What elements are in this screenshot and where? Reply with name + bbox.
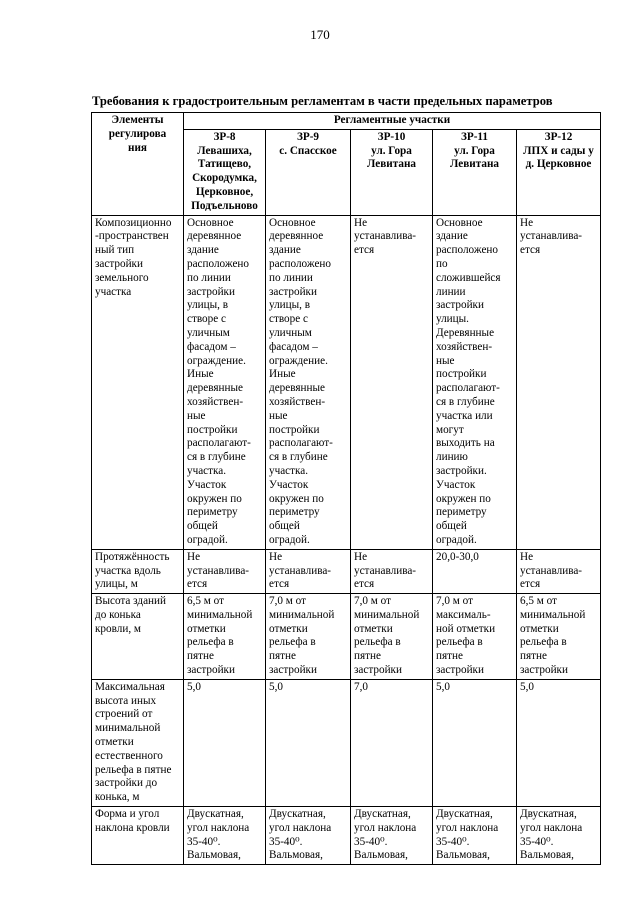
row-label: Композиционно -пространствен ный тип застройки земельного участка (92, 215, 184, 549)
table-cell: Основное деревянное здание расположено по линии застройки улицы, в створе с уличным фасадом – ограждение. Иные деревянные хозяйствен- ные постройки располагают- ся в глубине участка. Участок окружен по периметру общей оградой. (184, 215, 266, 549)
table-cell: Не устанавлива- ется (266, 549, 351, 593)
table-cell: Не устанавлива- ется (351, 215, 433, 549)
table-cell: 5,0 (517, 679, 601, 806)
row-label: Форма и угол наклона кровли (92, 807, 184, 865)
table-cell: Двускатная, угол наклона 35-40⁰. Вальмовая, (266, 807, 351, 865)
table-cell: 5,0 (266, 679, 351, 806)
table-row (92, 549, 601, 593)
table-cell: 7,0 м от минимальной отметки рельефа в пятне застройки (266, 594, 351, 680)
table-cell: Двускатная, угол наклона 35-40⁰. Вальмовая, (184, 807, 266, 865)
row-label: Максимальная высота иных строений от минимальной отметки естественного рельефа в пятне застройки до конька, м (92, 679, 184, 806)
table-cell: Основное здание расположено по сложившейся линии застройки улицы. Деревянные хозяйствен- ные постройки располагают- ся в глубине участка или могут выходить на линию застройки. Участок окружен по периметру общей оградой. (433, 215, 517, 549)
zone-header: ЗР-8 Левашиха, Татищево, Скородумка, Церковное, Подъельново (184, 129, 266, 215)
regulations-table (91, 112, 601, 865)
zone-header: ЗР-10 ул. Гора Левитана (351, 129, 433, 215)
row-label: Протяжённость участка вдоль улицы, м (92, 549, 184, 593)
zone-header: ЗР-11 ул. Гора Левитана (433, 129, 517, 215)
zone-header: ЗР-9 с. Спасское (266, 129, 351, 215)
table-cell: 7,0 м от максималь- ной отметки рельефа в пятне застройки (433, 594, 517, 680)
page-number: 170 (310, 27, 330, 42)
table-cell: Основное деревянное здание расположено по линии застройки улицы, в створе с уличным фасадом – ограждение. Иные деревянные хозяйствен- ные постройки располагают- ся в глубине участка. Участок окружен по периметру общей оградой. (266, 215, 351, 549)
table-cell: 7,0 м от минимальной отметки рельефа в пятне застройки (351, 594, 433, 680)
table-cell: 5,0 (433, 679, 517, 806)
table-cell: 20,0-30,0 (433, 549, 517, 593)
table-cell: Двускатная, угол наклона 35-40⁰. Вальмовая, (433, 807, 517, 865)
table-cell: Не устанавлива- ется (517, 549, 601, 593)
table-row (92, 215, 601, 549)
table-cell: 7,0 (351, 679, 433, 806)
table-cell: 6,5 м от минимальной отметки рельефа в пятне застройки (517, 594, 601, 680)
zone-header: ЗР-12 ЛПХ и сады у д. Церковное (517, 129, 601, 215)
document-title: Требования к градостроительным регламентам в части предельных параметров (92, 94, 553, 108)
row-label: Высота зданий до конька кровли, м (92, 594, 184, 680)
table-cell: 5,0 (184, 679, 266, 806)
table-cell: Не устанавлива- ется (351, 549, 433, 593)
elements-header: Элементы регулирова ния (92, 113, 184, 216)
table-row (92, 679, 601, 806)
table-row (92, 594, 601, 680)
table-cell: Двускатная, угол наклона 35-40⁰. Вальмовая, (517, 807, 601, 865)
zones-group-header: Регламентные участки (184, 113, 601, 130)
table-cell: Не устанавлива- ется (184, 549, 266, 593)
table-row (92, 807, 601, 865)
table-header-row (92, 113, 601, 130)
table-cell: Не устанавлива- ется (517, 215, 601, 549)
table-cell: 6,5 м от минимальной отметки рельефа в пятне застройки (184, 594, 266, 680)
table-cell: Двускатная, угол наклона 35-40⁰. Вальмовая, (351, 807, 433, 865)
